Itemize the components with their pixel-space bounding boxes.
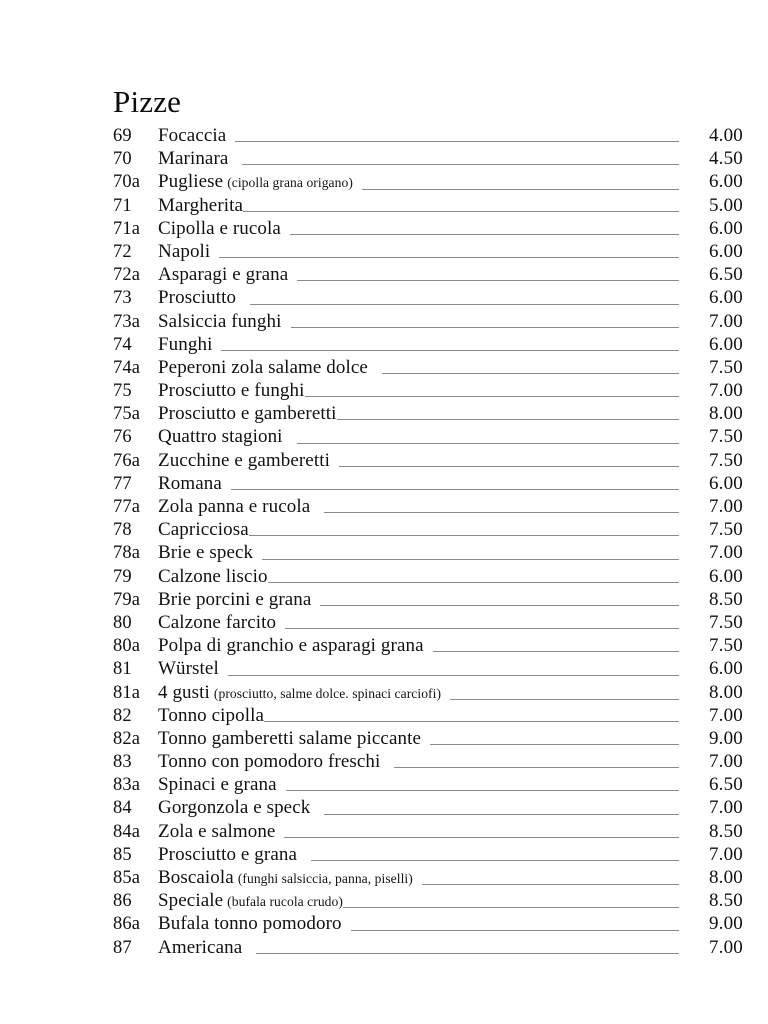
menu-item-row	[113, 194, 743, 217]
item-name: Funghi	[158, 333, 213, 355]
item-number: 78	[113, 520, 132, 541]
item-price: 6.00	[708, 240, 743, 262]
menu-item-row	[113, 449, 743, 472]
menu-item-row	[113, 866, 743, 889]
menu-item-row	[113, 727, 743, 750]
item-price: 7.50	[708, 635, 743, 657]
item-number: 72a	[113, 265, 141, 286]
item-name: Zucchine e gamberetti	[158, 449, 330, 471]
item-name: Brie e speck	[158, 542, 254, 564]
item-price: 6.00	[708, 472, 743, 494]
item-number: 79	[113, 566, 132, 587]
menu-item-row	[113, 611, 743, 634]
item-description: (prosciutto, salme dolce. spinaci carciofi)	[213, 685, 442, 701]
item-price: 7.50	[708, 426, 743, 448]
item-name: Prosciutto e funghi	[158, 380, 305, 402]
leader-line	[430, 744, 679, 745]
item-number: 78a	[113, 543, 141, 564]
item-price: 4.00	[708, 125, 743, 146]
item-number: 86	[113, 891, 132, 912]
item-price: 6.00	[708, 171, 743, 193]
item-name: Pugliese	[158, 171, 224, 193]
item-number: 72	[113, 241, 132, 262]
menu-item-row	[113, 310, 743, 333]
menu-item-row	[113, 634, 743, 657]
leader-line	[256, 953, 679, 954]
item-body	[158, 402, 689, 425]
item-number: 73a	[113, 311, 141, 332]
item-body	[158, 310, 689, 333]
item-body	[158, 379, 689, 402]
menu-item-row	[113, 402, 743, 425]
item-body	[158, 472, 689, 495]
leader-line	[337, 419, 679, 420]
item-name: Prosciutto e grana	[158, 843, 297, 865]
item-name: 4 gusti	[158, 681, 210, 703]
item-price: 7.00	[708, 936, 743, 958]
leader-line	[297, 280, 679, 281]
item-name: Prosciutto	[158, 287, 237, 309]
item-body	[158, 240, 689, 263]
item-price: 7.00	[708, 380, 743, 402]
leader-line	[324, 814, 679, 815]
leader-line	[382, 373, 679, 374]
item-number: 79a	[113, 589, 141, 610]
leader-line	[433, 651, 679, 652]
leader-line	[339, 466, 679, 467]
item-body	[158, 820, 689, 843]
item-price: 8.00	[708, 867, 743, 888]
leader-line	[324, 512, 679, 513]
item-number: 83a	[113, 775, 141, 796]
leader-line	[221, 350, 679, 351]
item-price: 7.00	[708, 751, 743, 773]
item-name: Bufala tonno pomodoro	[158, 913, 342, 935]
item-body	[158, 217, 689, 240]
item-number: 86a	[113, 914, 141, 935]
menu-item-row	[113, 681, 743, 704]
item-body	[158, 750, 689, 773]
item-body	[158, 518, 689, 541]
item-name: Speciale	[158, 890, 224, 912]
item-body	[158, 263, 689, 286]
item-body	[158, 588, 689, 611]
item-price: 6.00	[708, 333, 743, 355]
item-body	[158, 124, 689, 147]
menu-item-row	[113, 518, 743, 541]
item-name: Tonno gamberetti salame piccante	[158, 727, 422, 749]
leader-line	[235, 141, 679, 142]
menu-item-row	[113, 820, 743, 843]
item-body	[158, 866, 689, 890]
item-name: Calzone liscio	[158, 565, 268, 587]
item-name: Polpa di granchio e asparagi grana	[158, 635, 424, 657]
item-number: 77	[113, 473, 132, 494]
menu-item-row	[113, 796, 743, 819]
leader-line	[286, 790, 679, 791]
item-name: Americana	[158, 936, 243, 958]
item-body	[158, 796, 689, 819]
item-number: 76	[113, 427, 132, 448]
item-number: 84a	[113, 821, 141, 842]
item-name: Zola panna e rucola	[158, 496, 311, 517]
item-number: 84	[113, 798, 132, 819]
item-name: Napoli	[158, 240, 211, 262]
item-body	[158, 495, 689, 518]
item-number: 69	[113, 126, 132, 146]
item-name: Marinara	[158, 148, 229, 170]
item-body	[158, 565, 689, 588]
menu-item-row	[113, 565, 743, 588]
item-price: 8.00	[708, 681, 743, 703]
item-number: 74a	[113, 357, 141, 378]
leader-line	[394, 767, 679, 768]
menu-item-row	[113, 704, 743, 727]
item-number: 76a	[113, 450, 141, 471]
item-price: 7.50	[708, 611, 743, 633]
item-price: 8.50	[708, 820, 743, 842]
item-number: 80a	[113, 636, 141, 657]
menu-item-row	[113, 263, 743, 286]
leader-line	[231, 489, 679, 490]
item-number: 75a	[113, 404, 141, 425]
item-body	[158, 681, 689, 705]
item-price: 5.00	[708, 194, 743, 216]
item-number: 73	[113, 288, 132, 309]
item-name: Boscaiola	[158, 867, 234, 888]
item-number: 74	[113, 334, 132, 355]
item-price: 6.00	[708, 658, 743, 680]
item-name: Gorgonzola e speck	[158, 797, 311, 819]
menu-item-row	[113, 356, 743, 379]
item-number: 70a	[113, 172, 141, 193]
item-body	[158, 356, 689, 379]
item-price: 9.00	[708, 913, 743, 935]
item-body	[158, 727, 689, 750]
leader-line	[320, 605, 679, 606]
item-name: Würstel	[158, 658, 219, 680]
menu-item-row	[113, 889, 743, 912]
leader-line	[343, 907, 679, 908]
item-name: Tonno cipolla	[158, 704, 265, 726]
leader-line	[228, 675, 679, 676]
item-price: 7.00	[708, 843, 743, 865]
item-number: 71	[113, 195, 132, 216]
item-name: Brie porcini e grana	[158, 588, 312, 610]
leader-line	[297, 443, 679, 444]
leader-line	[311, 860, 679, 861]
item-number: 77a	[113, 497, 141, 517]
menu-item-row	[113, 912, 743, 935]
item-number: 85a	[113, 868, 141, 888]
item-name: Peperoni zola salame dolce	[158, 356, 368, 378]
page-title: Pizze	[113, 83, 182, 119]
item-number: 82	[113, 705, 132, 726]
item-body	[158, 704, 689, 727]
item-body	[158, 611, 689, 634]
item-number: 81	[113, 659, 132, 680]
leader-line	[268, 582, 679, 583]
menu-item-row	[113, 936, 743, 959]
item-body	[158, 936, 689, 959]
item-name: Focaccia	[158, 125, 227, 146]
item-body	[158, 657, 689, 680]
item-body	[158, 773, 689, 796]
item-name: Capricciosa	[158, 519, 249, 541]
item-price: 8.50	[708, 588, 743, 610]
item-body	[158, 634, 689, 657]
item-name: Zola e salmone	[158, 820, 276, 842]
leader-line	[262, 559, 679, 560]
menu-item-row	[113, 124, 743, 147]
item-body	[158, 170, 689, 194]
item-body	[158, 449, 689, 472]
item-price: 8.50	[708, 890, 743, 912]
item-body	[158, 843, 689, 866]
leader-line	[264, 721, 679, 722]
item-name: Romana	[158, 472, 222, 494]
item-price: 7.00	[708, 310, 743, 332]
menu-item-row	[113, 773, 743, 796]
item-name: Spinaci e grana	[158, 774, 277, 796]
item-description: (funghi salsiccia, panna, piselli)	[237, 871, 413, 886]
item-name: Cipolla e rucola	[158, 217, 281, 239]
menu-item-row	[113, 240, 743, 263]
menu-item-row	[113, 379, 743, 402]
leader-line	[250, 304, 679, 305]
menu-item-row	[113, 843, 743, 866]
item-number: 82a	[113, 728, 141, 749]
item-price: 7.50	[708, 449, 743, 471]
item-name: Margherita	[158, 194, 244, 216]
menu-item-row	[113, 495, 743, 518]
leader-line	[284, 837, 679, 838]
item-body	[158, 889, 689, 913]
item-name: Tonno con pomodoro freschi	[158, 751, 381, 773]
item-price: 6.00	[708, 217, 743, 239]
item-price: 7.00	[708, 797, 743, 819]
leader-line	[249, 535, 679, 536]
menu-item-row	[113, 286, 743, 309]
menu-item-row	[113, 472, 743, 495]
item-price: 6.00	[708, 565, 743, 587]
item-body	[158, 541, 689, 564]
leader-line	[290, 234, 679, 235]
item-body	[158, 912, 689, 935]
menu-item-row	[113, 541, 743, 564]
item-number: 81a	[113, 682, 141, 703]
item-number: 75	[113, 381, 132, 402]
menu-item-list	[113, 124, 743, 959]
item-body	[158, 333, 689, 356]
leader-line	[351, 930, 679, 931]
item-price: 7.50	[708, 356, 743, 378]
item-description: (bufala rucola crudo)	[227, 894, 343, 910]
item-price: 6.50	[708, 774, 743, 796]
menu-item-row	[113, 147, 743, 170]
item-number: 80	[113, 612, 132, 633]
menu-item-row	[113, 750, 743, 773]
menu-item-row	[113, 657, 743, 680]
item-name: Calzone farcito	[158, 611, 277, 633]
item-number: 87	[113, 937, 132, 958]
item-price: 4.50	[708, 148, 743, 170]
item-body	[158, 147, 689, 170]
menu-item-row	[113, 170, 743, 193]
item-number: 85	[113, 844, 132, 865]
leader-line	[362, 189, 679, 190]
item-body	[158, 286, 689, 309]
item-price: 7.00	[708, 496, 743, 517]
item-price: 6.00	[708, 287, 743, 309]
item-price: 9.00	[708, 727, 743, 749]
item-price: 7.50	[708, 519, 743, 541]
item-price: 7.00	[708, 542, 743, 564]
menu-item-row	[113, 333, 743, 356]
item-price: 7.00	[708, 704, 743, 726]
item-price: 6.50	[708, 264, 743, 286]
menu-item-row	[113, 425, 743, 448]
item-number: 70	[113, 149, 132, 170]
item-price: 8.00	[708, 403, 743, 425]
menu-item-row	[113, 588, 743, 611]
item-number: 83	[113, 752, 132, 773]
item-name: Quattro stagioni	[158, 426, 283, 448]
leader-line	[291, 327, 680, 328]
leader-line	[422, 884, 679, 885]
item-number: 71a	[113, 218, 141, 239]
leader-line	[285, 628, 679, 629]
item-description: (cipolla grana origano)	[227, 175, 353, 191]
leader-line	[243, 211, 679, 212]
leader-line	[450, 699, 679, 700]
leader-line	[305, 396, 680, 397]
item-name: Prosciutto e gamberetti	[158, 403, 337, 425]
leader-line	[219, 257, 679, 258]
item-body	[158, 425, 689, 448]
menu-item-row	[113, 217, 743, 240]
item-body	[158, 194, 689, 217]
item-name: Asparagi e grana	[158, 264, 289, 286]
item-name: Salsiccia funghi	[158, 310, 282, 332]
leader-line	[242, 164, 679, 165]
